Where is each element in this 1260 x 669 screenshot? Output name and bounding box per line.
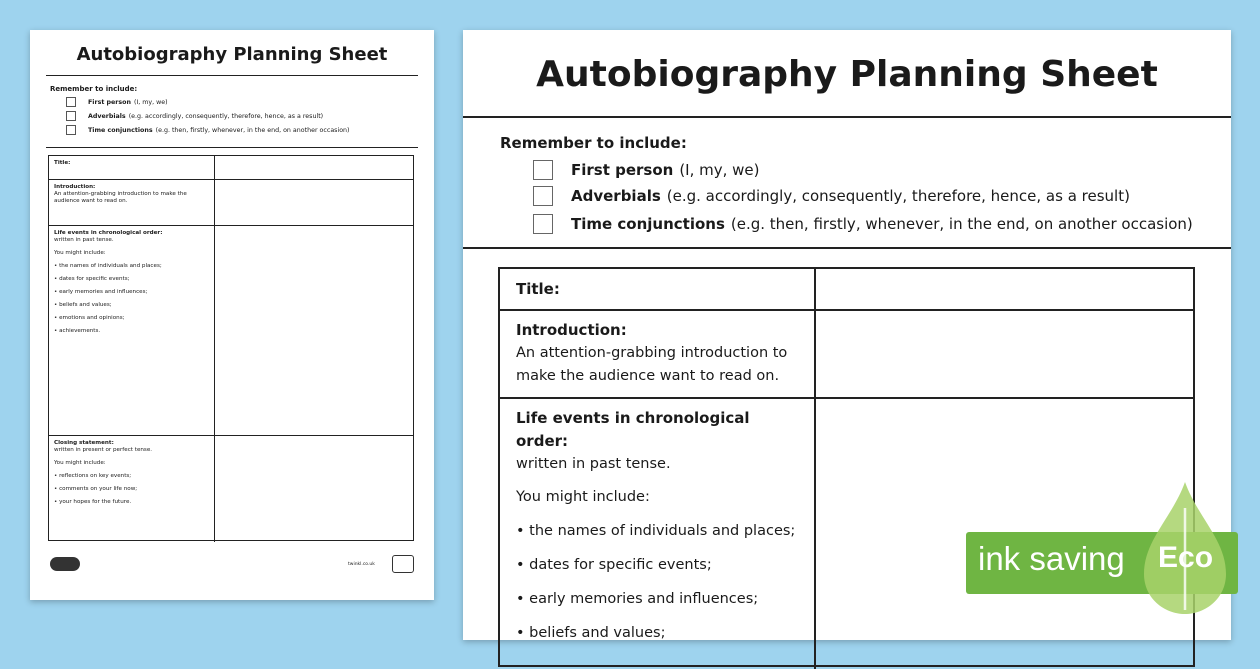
checklist-detail: (e.g. then, firstly, whenever, in the end, on another occasion) xyxy=(730,215,1193,233)
row-heading: Closing statement: xyxy=(54,440,114,446)
table-row xyxy=(49,436,413,542)
small-checklist-item: Time conjunctions (e.g. then, firstly, whenever, in the end, on another occasion) xyxy=(66,125,350,135)
small-preview-sheet xyxy=(30,30,434,600)
list-item: • your hopes for the future. xyxy=(54,499,132,505)
table-row xyxy=(49,156,413,180)
checklist-detail: (I, my, we) xyxy=(679,161,760,179)
checklist-item xyxy=(533,186,1130,206)
eco-label: Eco xyxy=(1158,541,1214,574)
footer-text: twinkl.co.uk xyxy=(348,562,375,567)
checklist-label: Time conjunctions xyxy=(571,215,725,233)
divider xyxy=(463,116,1231,118)
row-label: Title: xyxy=(54,160,71,166)
list-item: • achievements. xyxy=(54,328,101,334)
small-remember-heading: Remember to include: xyxy=(50,85,138,93)
table-row xyxy=(500,269,1193,311)
checklist-item xyxy=(533,214,1193,234)
checklist-item xyxy=(533,160,760,180)
list-item: • dates for specific events; xyxy=(54,276,130,282)
row-text: You might include: xyxy=(516,489,650,505)
row-heading: Life events in chronological order: xyxy=(54,230,163,236)
sheet-icon xyxy=(392,555,414,573)
row-heading: Life events in chronological order: xyxy=(516,409,750,450)
row-text: written in past tense. xyxy=(516,456,671,472)
table-row xyxy=(500,311,1193,399)
checkbox[interactable] xyxy=(533,160,553,180)
divider xyxy=(463,247,1231,249)
list-item: • early memories and influences; xyxy=(516,591,759,607)
table-row xyxy=(49,226,413,436)
small-checklist-item: First person (I, my, we) xyxy=(66,97,168,107)
list-item: • beliefs and values; xyxy=(516,625,666,641)
table-row xyxy=(49,180,413,226)
checkbox[interactable] xyxy=(533,214,553,234)
list-item: • beliefs and values; xyxy=(54,302,112,308)
list-item: • emotions and opinions; xyxy=(54,315,125,321)
checklist-label: Adverbials xyxy=(571,187,661,205)
twinkl-logo-icon xyxy=(50,557,80,571)
divider xyxy=(46,75,418,76)
small-checklist-item: Adverbials (e.g. accordingly, consequently, therefore, hence, as a result) xyxy=(66,111,323,121)
row-text: An attention-grabbing introduction to make the audience want to read on. xyxy=(54,191,187,204)
planning-table xyxy=(498,267,1195,667)
checkbox[interactable] xyxy=(533,186,553,206)
list-item: • reflections on key events; xyxy=(54,473,132,479)
list-item: • the names of individuals and places; xyxy=(54,263,162,269)
checklist-detail: (e.g. accordingly, consequently, therefore, hence, as a result) xyxy=(666,187,1130,205)
small-sheet-title: Autobiography Planning Sheet xyxy=(76,44,388,65)
checkbox[interactable] xyxy=(66,125,76,135)
list-item: • dates for specific events; xyxy=(516,557,712,573)
row-heading: Introduction: xyxy=(516,321,627,339)
row-text: written in past tense. xyxy=(54,237,114,243)
small-planning-table xyxy=(48,155,414,541)
row-text: You might include: xyxy=(54,250,106,256)
row-text: An attention-grabbing introduction to make the audience want to read on. xyxy=(516,345,788,384)
life-events-list xyxy=(516,520,798,645)
page-title: Autobiography Planning Sheet xyxy=(536,54,1158,95)
row-heading: Introduction: xyxy=(54,184,96,190)
row-text: You might include: xyxy=(54,460,106,466)
checkbox[interactable] xyxy=(66,97,76,107)
badge-text: ink saving xyxy=(978,540,1125,577)
list-item: • comments on your life now; xyxy=(54,486,138,492)
list-item: • the names of individuals and places; xyxy=(516,523,796,539)
row-label: Title: xyxy=(516,280,560,298)
checklist-label: First person xyxy=(571,161,674,179)
remember-heading: Remember to include: xyxy=(500,134,687,152)
row-text: written in present or perfect tense. xyxy=(54,447,153,453)
divider xyxy=(46,147,418,148)
list-item: • early memories and influences; xyxy=(54,289,148,295)
checkbox[interactable] xyxy=(66,111,76,121)
